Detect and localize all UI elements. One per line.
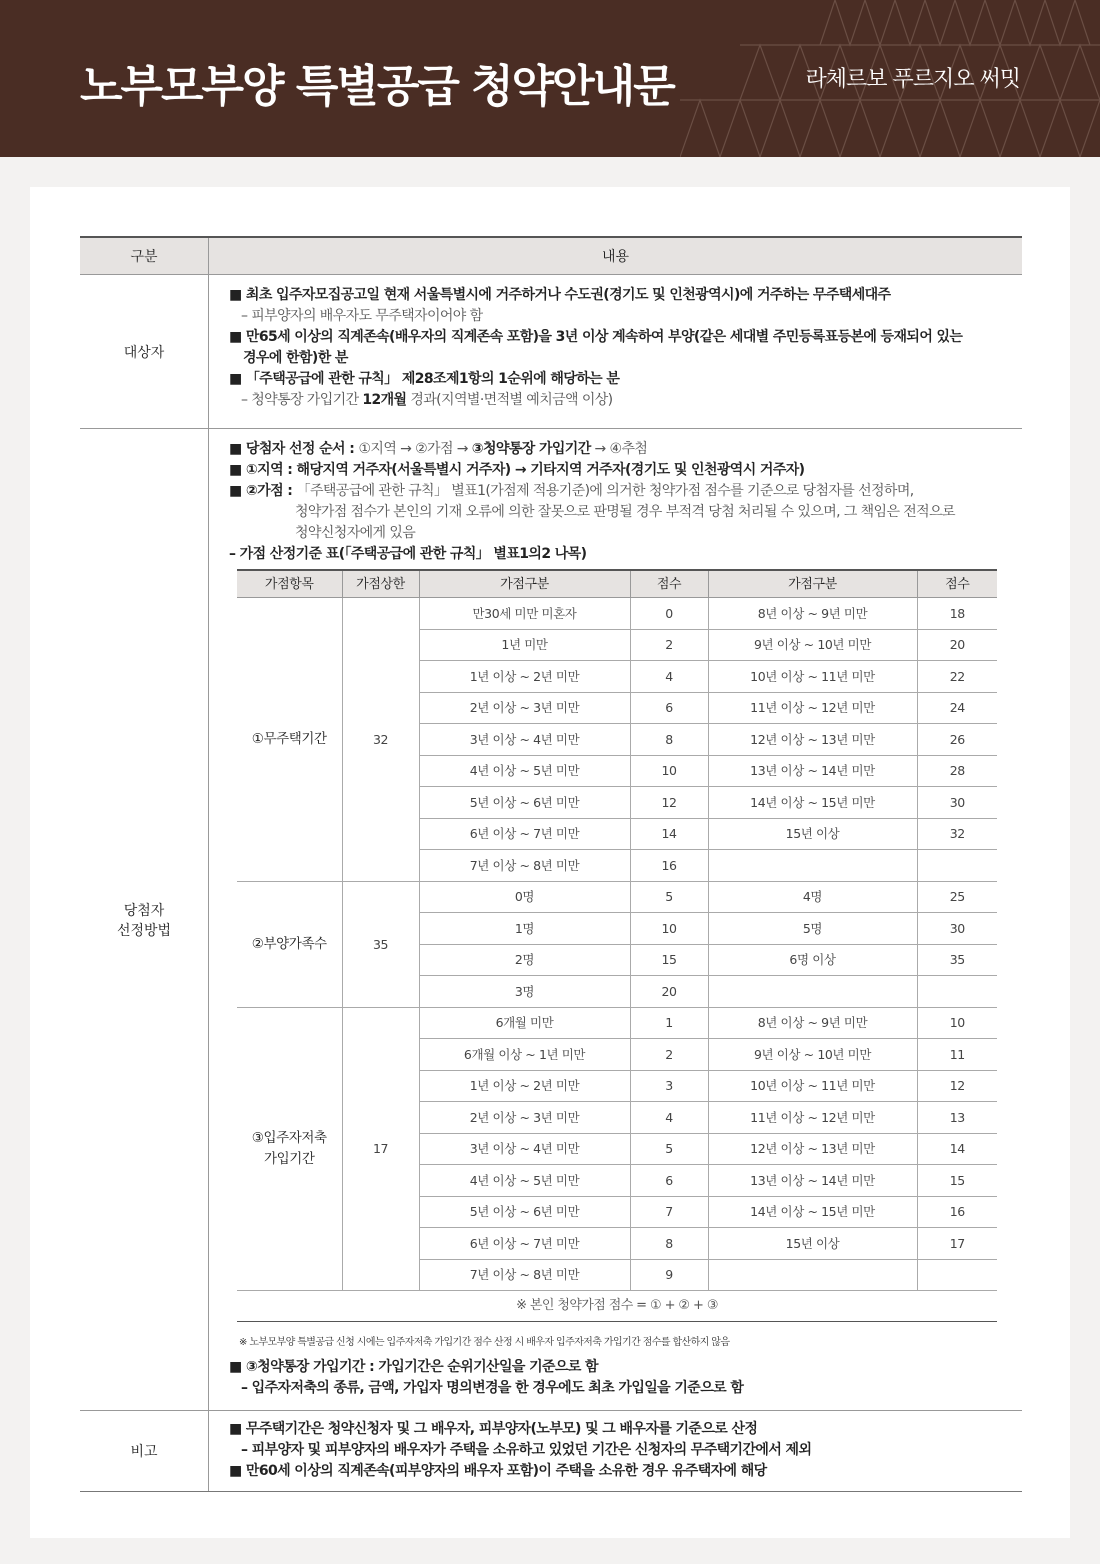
- score-value-2: 22: [917, 661, 997, 693]
- target-line-6c: 경과(지역별·면적별 예치금액 이상): [406, 392, 613, 408]
- method-line-3: [229, 481, 1022, 502]
- score-value-2: 28: [917, 755, 997, 787]
- method-line-1c: ③청약통장 가입기간: [471, 441, 591, 457]
- score-value-1: 3: [630, 1070, 708, 1102]
- score-value-2: 11: [917, 1039, 997, 1071]
- score-value-2: 18: [917, 598, 997, 630]
- score-value-2: 24: [917, 692, 997, 724]
- page-header: [0, 0, 1100, 157]
- score-value-2: 10: [917, 1007, 997, 1039]
- score-division-2: 13년 이상 ~ 14년 미만: [708, 1165, 917, 1197]
- score-division-2: 10년 이상 ~ 11년 미만: [708, 1070, 917, 1102]
- section-target: [80, 275, 1022, 429]
- section-method-label: [80, 429, 209, 1410]
- score-division-2: 12년 이상 ~ 13년 미만: [708, 724, 917, 756]
- info-table-header: [80, 236, 1022, 275]
- score-division-1: 7년 이상 ~ 8년 미만: [419, 1259, 630, 1291]
- score-value-1: 6: [630, 1165, 708, 1197]
- score-item-name: ①무주택기간: [251, 730, 327, 747]
- score-value-1: 8: [630, 1228, 708, 1260]
- score-division-1: 1년 미만: [419, 629, 630, 661]
- score-division-1: 1명: [419, 913, 630, 945]
- method-line-3b: 「주택공급에 관한 규칙」 별표1(가점제 적용기준)에 의거한 청약가점 점수를 기준으로 당첨자를 선정하며,: [296, 483, 914, 499]
- score-division-1: 3년 이상 ~ 4년 미만: [419, 1133, 630, 1165]
- score-footnote: ※ 노부모부양 특별공급 신청 시에는 입주자저축 가입기간 점수 산정 시 배우자 입주자저축 가입기간 점수를 합산하지 않음: [239, 1337, 730, 1348]
- score-value-1: 0: [630, 598, 708, 630]
- score-value-2: 30: [917, 787, 997, 819]
- section-note: [80, 1411, 1022, 1492]
- score-item: [237, 598, 342, 882]
- score-division-2: [708, 850, 917, 882]
- score-row: [237, 598, 997, 630]
- score-value-2: 12: [917, 1070, 997, 1102]
- score-value-2: 14: [917, 1133, 997, 1165]
- header-category: 구분: [80, 238, 209, 274]
- section-target-label: 대상자: [80, 275, 209, 428]
- score-table-title: – 가점 산정기준 표(「주택공급에 관한 규칙」 별표1의2 나목): [229, 546, 587, 562]
- score-value-2: [917, 850, 997, 882]
- score-value-1: 10: [630, 755, 708, 787]
- method-line-5: 청약신청자에게 있음: [295, 525, 416, 541]
- target-line-4: 경우에 한함)한 분: [243, 350, 348, 366]
- score-division-2: 14년 이상 ~ 15년 미만: [708, 787, 917, 819]
- score-value-2: 13: [917, 1102, 997, 1134]
- score-value-1: 5: [630, 1133, 708, 1165]
- target-line-3: ■ 만65세 이상의 직계존속(배우자의 직계존속 포함)을 3년 이상 계속하여 부양(같은 세대별 주민등록표등본에 등재되어 있는: [229, 329, 963, 345]
- score-division-1: 6개월 이상 ~ 1년 미만: [419, 1039, 630, 1071]
- score-item: [237, 1007, 342, 1291]
- score-max: 35: [342, 881, 419, 1007]
- score-max: 32: [342, 598, 419, 882]
- score-value-2: 35: [917, 944, 997, 976]
- method-label-2: 선정방법: [116, 922, 172, 939]
- note-line-2: – 피부양자 및 피부양자의 배우자가 주택을 소유하고 있었던 기간은 신청자의 무주택기간에서 제외: [241, 1442, 812, 1458]
- score-value-2: [917, 1259, 997, 1291]
- score-division-1: 3명: [419, 976, 630, 1008]
- header-content: 내용: [601, 249, 630, 265]
- score-value-2: 15: [917, 1165, 997, 1197]
- target-line-6: [229, 390, 1022, 411]
- section-note-content: [209, 1411, 1022, 1491]
- score-value-1: 10: [630, 913, 708, 945]
- score-division-2: 11년 이상 ~ 12년 미만: [708, 1102, 917, 1134]
- page-title: 노부모부양 특별공급 청약안내문: [80, 61, 674, 112]
- method-line-3a: ■ ②가점 :: [229, 483, 297, 499]
- target-line-1: ■ 최초 입주자모집공고일 현재 서울특별시에 거주하거나 수도권(경기도 및 인천광역시)에 거주하는 무주택세대주: [229, 287, 891, 303]
- score-row: [237, 1007, 997, 1039]
- score-division-1: 2년 이상 ~ 3년 미만: [419, 692, 630, 724]
- method-line-6: ■ ③청약통장 가입기간 : 가입기간은 순위기산일을 기준으로 함: [229, 1359, 598, 1375]
- score-division-1: 만30세 미만 미혼자: [419, 598, 630, 630]
- score-division-1: 5년 이상 ~ 6년 미만: [419, 1196, 630, 1228]
- score-formula: ※ 본인 청약가점 점수 = ① + ② + ③: [237, 1291, 997, 1322]
- score-division-2: 15년 이상: [708, 818, 917, 850]
- method-line-4: 청약가점 점수가 본인의 기재 오류에 의한 잘못으로 판명될 경우 부적격 당첨 처리될 수 있으며, 그 책임은 전적으로: [295, 504, 955, 520]
- score-division-1: 4년 이상 ~ 5년 미만: [419, 1165, 630, 1197]
- score-item-name-2: 가입기간: [263, 1150, 315, 1167]
- score-division-1: 4년 이상 ~ 5년 미만: [419, 755, 630, 787]
- target-line-6b: 12개월: [362, 392, 407, 408]
- method-line-1: [229, 439, 1022, 460]
- score-division-1: 5년 이상 ~ 6년 미만: [419, 787, 630, 819]
- score-item-name: ②부양가족수: [251, 935, 327, 952]
- score-division-1: 6년 이상 ~ 7년 미만: [419, 818, 630, 850]
- score-value-1: 6: [630, 692, 708, 724]
- note-line-1: ■ 무주택기간은 청약신청자 및 그 배우자, 피부양자(노부모) 및 그 배우자를 기준으로 산정: [229, 1421, 758, 1437]
- score-value-1: 20: [630, 976, 708, 1008]
- score-value-1: 5: [630, 881, 708, 913]
- score-value-1: 9: [630, 1259, 708, 1291]
- score-row: [237, 881, 997, 913]
- col-division-1: 가점구분: [419, 570, 630, 598]
- score-value-1: 4: [630, 661, 708, 693]
- method-line-1a: ■ 당첨자 선정 순서 :: [229, 441, 359, 457]
- complex-name: 라체르보 푸르지오 써밋: [805, 67, 1020, 92]
- score-value-2: 26: [917, 724, 997, 756]
- method-line-2: ■ ①지역 : 해당지역 거주자(서울특별시 거주자) → 기타지역 거주자(경기도 및 인천광역시 거주자): [229, 462, 805, 478]
- section-target-content: [209, 275, 1022, 428]
- score-value-1: 7: [630, 1196, 708, 1228]
- score-division-2: 5명: [708, 913, 917, 945]
- method-line-7: – 입주자저축의 종류, 금액, 가입자 명의변경을 한 경우에도 최초 가입일을 기준으로 함: [241, 1380, 744, 1396]
- score-value-1: 15: [630, 944, 708, 976]
- score-division-1: 0명: [419, 881, 630, 913]
- score-division-2: 8년 이상 ~ 9년 미만: [708, 1007, 917, 1039]
- col-item: 가점항목: [237, 570, 342, 598]
- score-max: 17: [342, 1007, 419, 1291]
- section-note-label: 비고: [80, 1411, 209, 1491]
- score-division-2: [708, 976, 917, 1008]
- score-value-1: 12: [630, 787, 708, 819]
- target-line-6a: – 청약통장 가입기간: [241, 392, 363, 408]
- score-value-2: 20: [917, 629, 997, 661]
- score-division-1: 3년 이상 ~ 4년 미만: [419, 724, 630, 756]
- target-line-5: ■ 「주택공급에 관한 규칙」 제28조제1항의 1순위에 해당하는 분: [229, 371, 620, 387]
- score-division-2: 15년 이상: [708, 1228, 917, 1260]
- score-value-1: 2: [630, 629, 708, 661]
- score-value-2: 32: [917, 818, 997, 850]
- col-division-2: 가점구분: [708, 570, 917, 598]
- score-value-2: 25: [917, 881, 997, 913]
- score-value-2: 16: [917, 1196, 997, 1228]
- score-division-2: 13년 이상 ~ 14년 미만: [708, 755, 917, 787]
- score-division-2: 14년 이상 ~ 15년 미만: [708, 1196, 917, 1228]
- target-line-2: – 피부양자의 배우자도 무주택자이어야 함: [241, 308, 483, 324]
- note-line-3: ■ 만60세 이상의 직계존속(피부양자의 배우자 포함)이 주택을 소유한 경우 유주택자에 해당: [229, 1463, 767, 1479]
- score-item-name: ③입주자저축: [251, 1129, 327, 1146]
- method-line-1b: ①지역 → ②가점 →: [358, 441, 472, 457]
- score-division-2: 4명: [708, 881, 917, 913]
- section-method-content: [209, 429, 1022, 1410]
- score-value-1: 16: [630, 850, 708, 882]
- score-division-2: 8년 이상 ~ 9년 미만: [708, 598, 917, 630]
- score-table-header: [237, 570, 997, 598]
- score-value-1: 4: [630, 1102, 708, 1134]
- method-line-1d: → ④추첨: [590, 441, 648, 457]
- score-division-1: 6개월 미만: [419, 1007, 630, 1039]
- method-label-1: 당첨자: [123, 902, 165, 919]
- score-division-1: 2명: [419, 944, 630, 976]
- score-table-body: [237, 598, 997, 1291]
- score-division-1: 7년 이상 ~ 8년 미만: [419, 850, 630, 882]
- score-division-2: 10년 이상 ~ 11년 미만: [708, 661, 917, 693]
- score-division-2: [708, 1259, 917, 1291]
- score-division-2: 9년 이상 ~ 10년 미만: [708, 629, 917, 661]
- score-division-1: 6년 이상 ~ 7년 미만: [419, 1228, 630, 1260]
- score-division-2: 11년 이상 ~ 12년 미만: [708, 692, 917, 724]
- info-table: [80, 236, 1022, 1492]
- score-item: [237, 881, 342, 1007]
- score-value-1: 1: [630, 1007, 708, 1039]
- col-score-2: 점수: [917, 570, 997, 598]
- score-division-2: 6명 이상: [708, 944, 917, 976]
- score-value-1: 8: [630, 724, 708, 756]
- section-method: [80, 429, 1022, 1411]
- score-value-2: 17: [917, 1228, 997, 1260]
- col-max: 가점상한: [342, 570, 419, 598]
- score-value-2: [917, 976, 997, 1008]
- score-division-1: 1년 이상 ~ 2년 미만: [419, 661, 630, 693]
- col-score-1: 점수: [630, 570, 708, 598]
- score-division-1: 1년 이상 ~ 2년 미만: [419, 1070, 630, 1102]
- score-value-1: 14: [630, 818, 708, 850]
- score-division-1: 2년 이상 ~ 3년 미만: [419, 1102, 630, 1134]
- score-division-2: 9년 이상 ~ 10년 미만: [708, 1039, 917, 1071]
- score-value-2: 30: [917, 913, 997, 945]
- score-table: [237, 569, 997, 1291]
- score-value-1: 2: [630, 1039, 708, 1071]
- score-division-2: 12년 이상 ~ 13년 미만: [708, 1133, 917, 1165]
